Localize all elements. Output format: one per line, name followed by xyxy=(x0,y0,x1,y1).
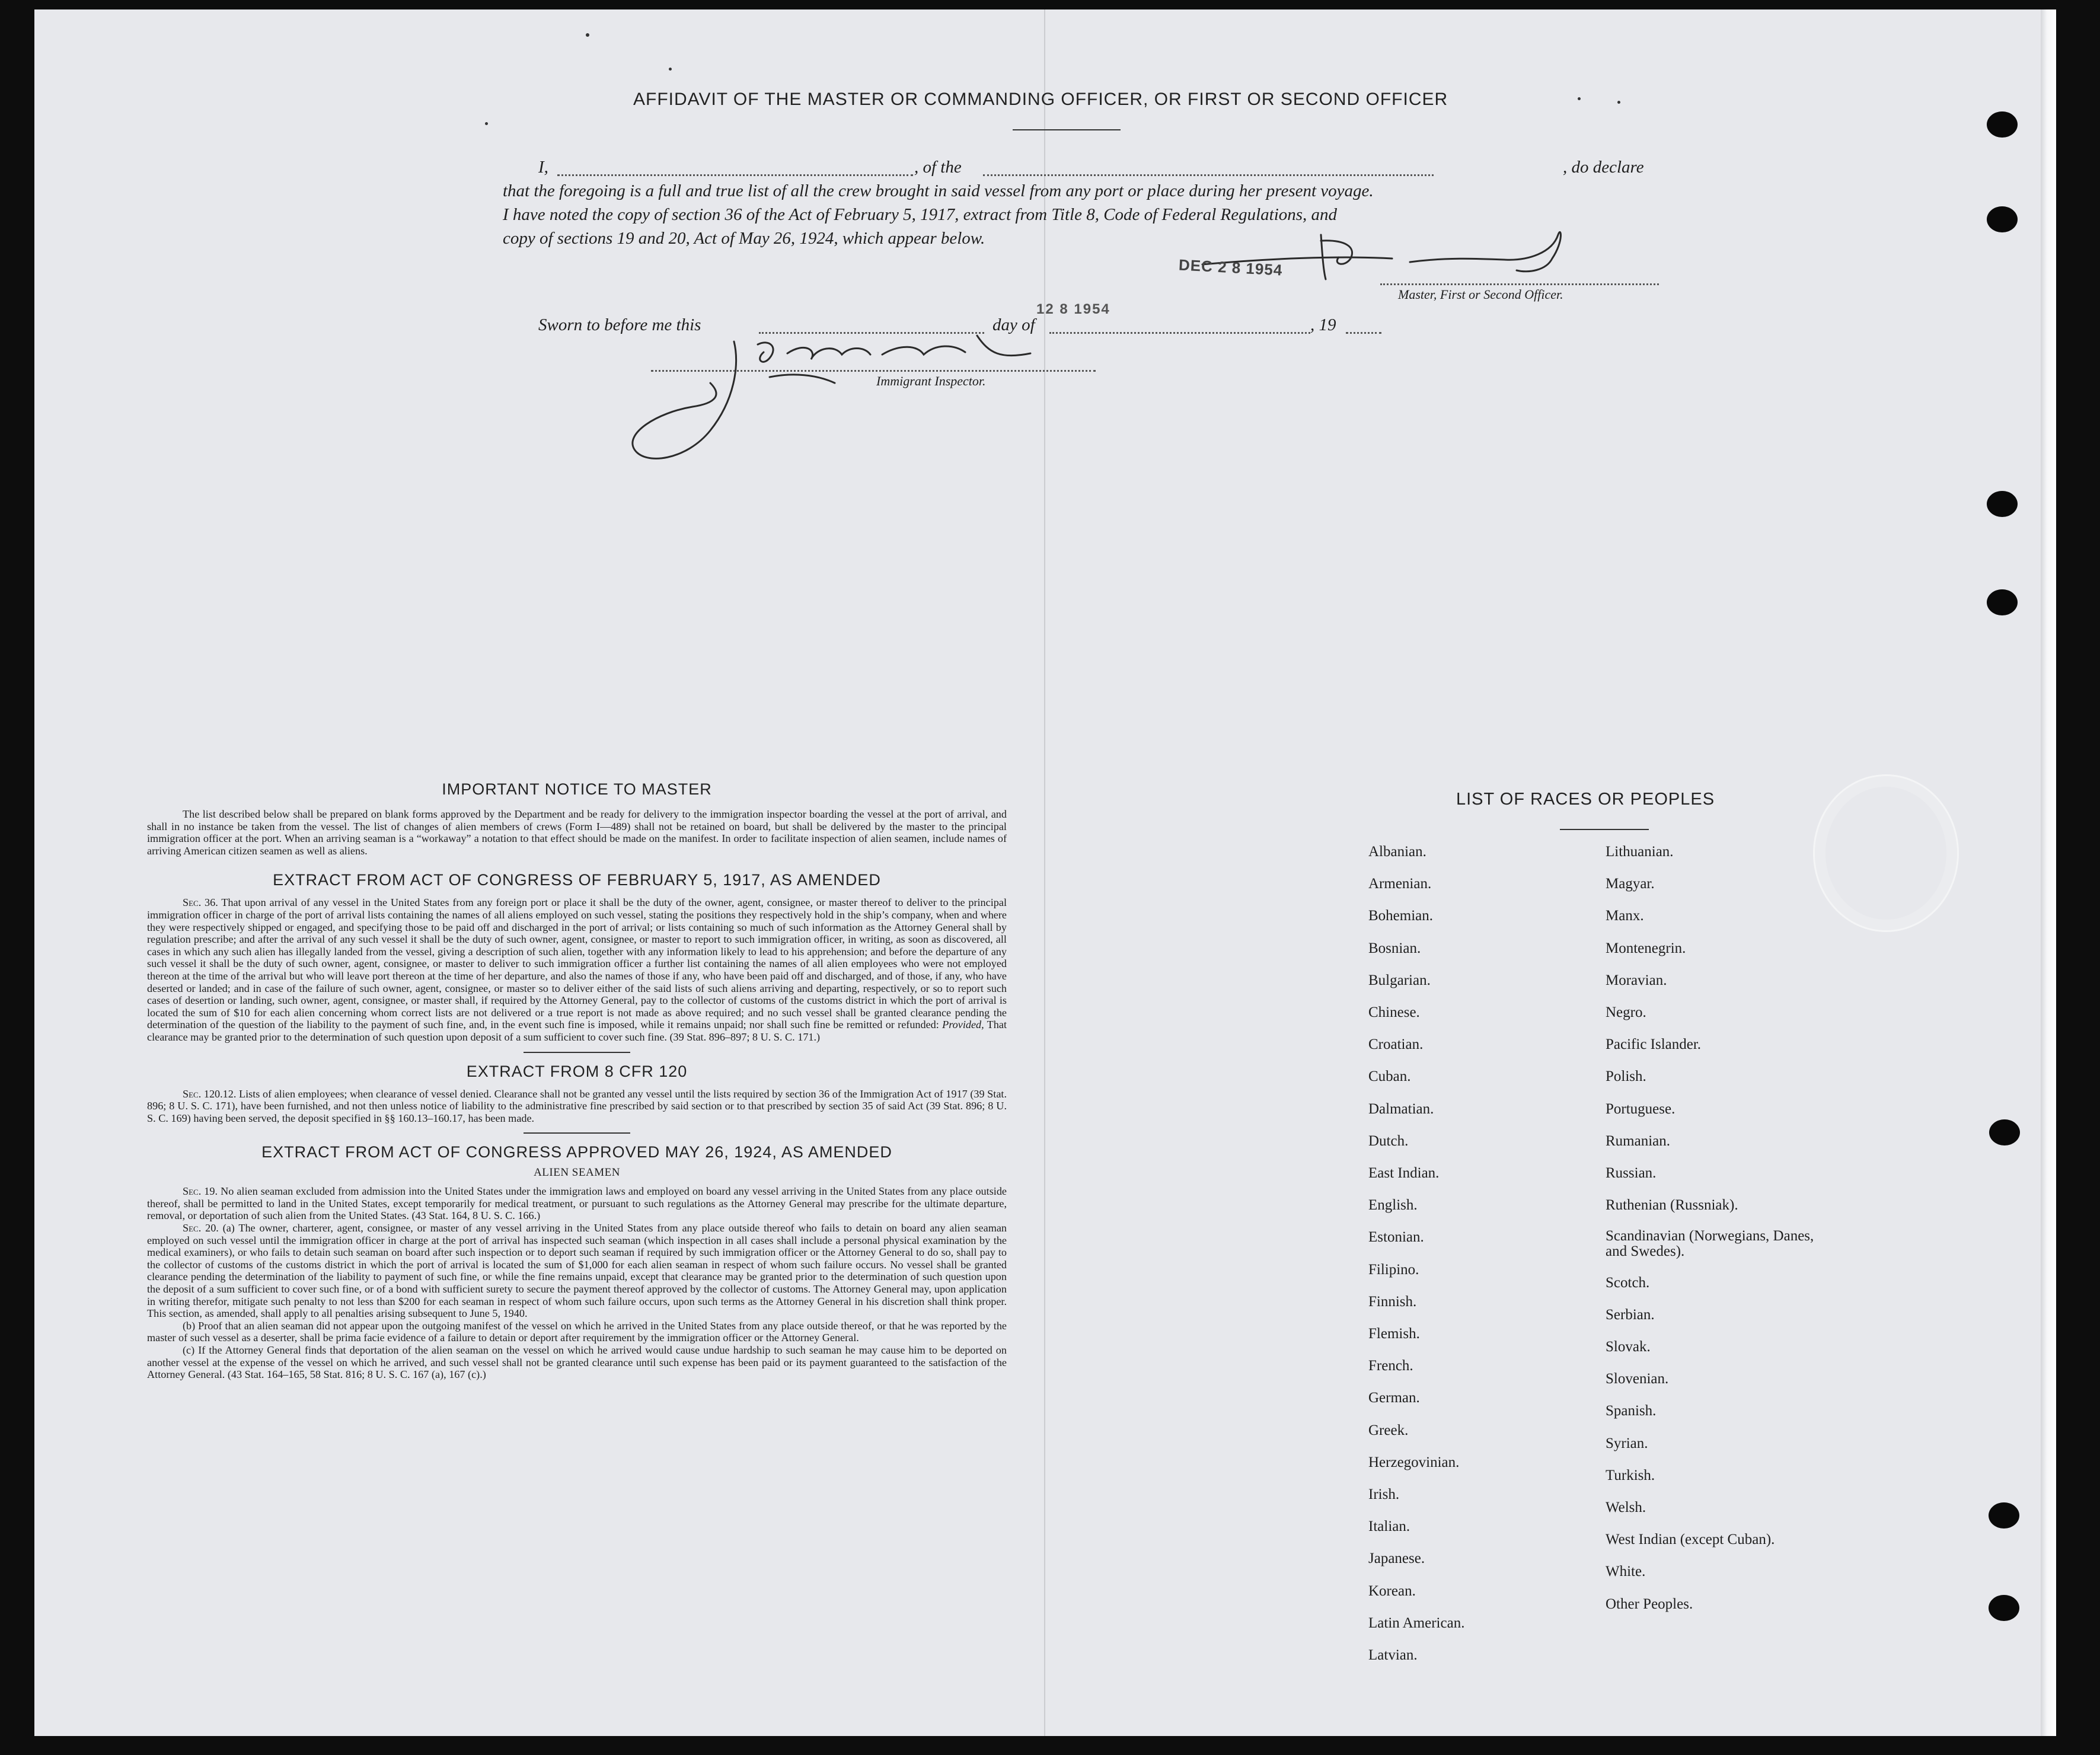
binder-hole xyxy=(1987,206,2018,232)
master-caption: Master, First or Second Officer. xyxy=(1398,287,1563,302)
sec-120-text: Lists of alien employees; when clearance of vessel denied. Clearance shall not be granted any vessel until the lists required by section 36 of the Immigration Act of 1917 (39 Stat. 896; 8 U. S. C. 171), have been furnished, and not then unless notice of liability to the administrative fine prescribed by said section or to that prescribed by section 35 of said Act (39 Stat. 896; 8 U. S. C. 169) having been served, the deposit specified in §§ 160.13–160.17, has been made. xyxy=(147,1087,1007,1124)
races-column-1 xyxy=(1368,843,1594,1685)
cfr-title: EXTRACT FROM 8 CFR 120 xyxy=(466,1062,688,1080)
race-item: Bosnian. xyxy=(1368,940,1421,956)
races-column-2 xyxy=(1606,843,1914,1685)
sec-36-text: That upon arrival of any vessel in the United States from any foreign port or place it shall be the duty of the owner, agent, consignee, or master thereof to deliver to the principal immigration officer in charge of the port of arrival lists containing the names of all aliens employed on such vessel, stating the positions they respectively hold in the ship’s company, when and where they were respectively shipped or engaged, and specifying those to be paid off and discharged in the port of arrival; or lists containing so much of such information as the Attorney General shall by regulation prescribe; and after the arrival of any such vessel it shall be the duty of such owner, agent, consignee, or master to report to such immigration officer, in writing, as soon as discovered, all cases in which any such alien has illegally landed from the vessel, giving a description of such alien, together with any information likely to lead to his apprehension; and before the departure of any such vessel it shall be the duty of such owner, agent, consignee, or master to deliver to such immigration officer a further list containing the names of all alien employees who were not employed thereon at the time of the arrival but who will leave port thereon at the time of her departure, and also the names of those if any, who have been paid off and discharged, and of those, if any, who have deserted or landed; and in case of the failure of such owner, agent, consignee, or master so to deliver either of the said lists of such aliens arriving and departing, respectively, or so to report such cases of desertion or landing, such owner, agent, consignee, or master shall, if required by the Attorney General, pay to the collector of customs of the customs district in which the port of arrival is located the sum of $10 for each alien concerning whom correct lists are not delivered or a true report is not made as above required; and no such vessel shall be granted clearance pending the determination of the question of the liability to the payment of such fine, and, in the event such fine is imposed, while it remains unpaid; nor shall such fine be remitted or refunded: xyxy=(147,896,1007,1031)
race-item: Estonian. xyxy=(1368,1229,1424,1246)
inspector-signature xyxy=(621,318,1072,472)
race-item: Lithuanian. xyxy=(1606,844,1674,860)
page-edge xyxy=(2041,9,2056,1736)
race-item: Welsh. xyxy=(1606,1499,1646,1515)
affidavit-line-1 xyxy=(503,155,1665,179)
race-item: Latvian. xyxy=(1368,1647,1418,1663)
sworn-year-blank xyxy=(1346,332,1381,334)
divider-rule xyxy=(524,1052,630,1053)
affidavit-i-label: I, xyxy=(538,158,548,177)
vessel-blank xyxy=(983,174,1434,176)
provided-label: Provided, xyxy=(942,1019,984,1031)
sec-20a-text: (a) The owner, charterer, agent, consignee, or master of any vessel arriving in the United States from any place outside thereof who fails to detain on board any alien seaman employed on such vessel until the immigration officer in charge at the port of arrival has inspected such seaman (which inspection in all cases shall include a personal physical examination by the medical examiners), or who fails to detain such seaman on board after such inspection or to deport such seaman if required by such immigration officer or the Attorney General to do so, shall pay to the collector of customs of the customs district in which the port of arrival is located the sum of $1,000 for each alien seaman in respect of whom such failure occurs. No vessel shall be granted clearance pending the determination of the liability to payment of such fine, or while the fine remains unpaid, except that clearance may be granted prior to the determination of such question upon the deposit of a sum sufficient to cover such fine, or of a bond with sufficient surety to secure the payment thereof approved by the collector of customs. The Attorney General may, upon application in writing therefor, mitigate such penalty to not less than $200 for each seaman in respect of whom such failure occurs, upon such terms as the Attorney General in his discretion shall think proper. This section, as amended, shall apply to all penalties arising subsequent to June 5, 1940. xyxy=(147,1222,1007,1320)
sworn-month-blank xyxy=(1049,332,1310,334)
race-item: Slovenian. xyxy=(1606,1371,1669,1387)
race-item: Scotch. xyxy=(1606,1274,1650,1291)
affidavit-line-4: copy of sections 19 and 20, Act of May 26, 1924, which appear below. xyxy=(503,229,985,248)
inspector-signature-line xyxy=(651,370,1096,372)
race-item: White. xyxy=(1606,1563,1646,1580)
embossed-seal xyxy=(1813,774,1959,932)
race-item: Syrian. xyxy=(1606,1435,1648,1451)
race-item: Chinese. xyxy=(1368,1004,1420,1020)
affidavit-line-2: that the foregoing is a full and true list of all the crew brought in said vessel from any port or place during her present voyage. xyxy=(503,181,1374,200)
inspector-caption: Immigrant Inspector. xyxy=(876,374,986,388)
document-page xyxy=(34,9,2056,1736)
race-item: Spanish. xyxy=(1606,1403,1657,1419)
race-item: Bulgarian. xyxy=(1368,972,1431,988)
race-item: French. xyxy=(1368,1358,1413,1374)
race-item: Filipino. xyxy=(1368,1261,1419,1278)
sworn-prefix: Sworn to before me this xyxy=(538,315,701,334)
sec-20a-body xyxy=(147,1222,1007,1320)
race-item: Korean. xyxy=(1368,1582,1416,1599)
received-date-stamp: DEC 2 8 1954 xyxy=(1178,256,1284,279)
race-item: Bohemian. xyxy=(1368,908,1434,924)
race-item: Pacific Islander. xyxy=(1606,1036,1702,1053)
race-item: German. xyxy=(1368,1390,1420,1406)
race-item: Cuban. xyxy=(1368,1068,1411,1085)
affidavit-line-3: I have noted the copy of section 36 of the Act of February 5, 1917, extract from Title 8, Code of Federal Regulations, and xyxy=(503,205,1338,224)
master-signature-line xyxy=(1380,283,1659,285)
center-fold xyxy=(1044,9,1045,1736)
sworn-day-of: day of xyxy=(992,315,1035,334)
binder-hole xyxy=(1987,589,2018,615)
races-title: LIST OF RACES OR PEOPLES xyxy=(1456,790,1715,809)
sec-20b-body: (b) Proof that an alien seaman did not appear upon the outgoing manifest of the vessel on which he arrived in the United States from any place outside thereof, or that he was reported by the master of such vessel as a deserter, shall be prima facie evidence of a failure to detain or deport after requirement by the immigration officer or the Attorney General. xyxy=(147,1319,1007,1344)
notice-body: The list described below shall be prepared on blank forms approved by the Department and be ready for delivery to the immigration inspector boarding the vessel at the port of arrival, and shall in no instance be taken from the vessel. The list of changes of alien members of crews (Form I—489) shall not be retained on board, but shall be delivered by the master to the principal immigration officer at the port. When an arriving seaman is a “workaway” a notation to that effect should be made on the manifest. In order to facilitate inspection of alien seamen, include names of arriving American citizen seamen as well as aliens. xyxy=(147,808,1007,857)
affidavit-of-the-label: , of the xyxy=(914,158,962,177)
left-column xyxy=(147,780,1007,1381)
race-item: Moravian. xyxy=(1606,972,1667,988)
binder-hole xyxy=(1989,1119,2020,1145)
sec-20c-body: (c) If the Attorney General finds that deportation of the alien seaman on the vessel on which he arrived would cause undue hardship to such seaman he may cause him to be deported on another vessel at the expense of the vessel on which he arrived, and such vessel shall not be granted clearance until such expense has been paid or its payment guaranteed to the satisfaction of the Attorney General. (43 Stat. 164–165, 58 Stat. 816; 8 U. S. C. 167 (a), 167 (c).) xyxy=(147,1344,1007,1381)
notice-title: IMPORTANT NOTICE TO MASTER xyxy=(442,780,712,798)
race-item: Croatian. xyxy=(1368,1036,1424,1053)
race-item: Italian. xyxy=(1368,1518,1410,1535)
binder-hole xyxy=(1989,1502,2019,1529)
sworn-date-stamp: 12 8 1954 xyxy=(1036,301,1110,317)
alien-seamen-subtitle: ALIEN SEAMEN xyxy=(534,1166,620,1179)
race-item: Finnish. xyxy=(1368,1293,1417,1310)
race-item: English. xyxy=(1368,1197,1418,1214)
race-item: Slovak. xyxy=(1606,1339,1651,1355)
race-item: Japanese. xyxy=(1368,1550,1425,1567)
race-item: Armenian. xyxy=(1368,876,1432,892)
sec-36-label: Sec. 36. xyxy=(183,896,218,909)
race-item: East Indian. xyxy=(1368,1165,1440,1181)
binder-hole xyxy=(1987,111,2018,138)
race-item: Dalmatian. xyxy=(1368,1100,1434,1117)
sec-19-label: Sec. 19. xyxy=(183,1185,218,1198)
race-item: Herzegovinian. xyxy=(1368,1454,1460,1470)
race-item: Polish. xyxy=(1606,1068,1646,1085)
cfr-body xyxy=(147,1088,1007,1125)
speck xyxy=(586,33,589,37)
sec-120-label: Sec. 120.12. xyxy=(183,1087,237,1100)
binder-hole xyxy=(1989,1595,2019,1621)
sec-20-label: Sec. 20. xyxy=(183,1222,219,1234)
affidavit-declare-label: , do declare xyxy=(1563,158,1644,177)
race-item: Portuguese. xyxy=(1606,1100,1675,1117)
extract-1917-title: EXTRACT FROM ACT OF CONGRESS OF FEBRUARY 5, 1917, AS AMENDED xyxy=(273,871,881,889)
affidavit-title: AFFIDAVIT OF THE MASTER OR COMMANDING OFFICER, OR FIRST OR SECOND OFFICER xyxy=(633,90,1448,109)
sec-36-tail: That clearance may be granted prior to the determination of such question upon deposit of a sum sufficient to cover such fine. (39 Stat. 896–897; 8 U. S. C. 171.) xyxy=(147,1019,1007,1043)
sec-19-text: No alien seaman excluded from admission into the United States under the immigration laws and employed on board any vessel arriving in the United States from any place outside thereof, shall be permitted to land in the United States, except temporarily for medical treatment, or pursuant to such regulations as the Attorney General may prescribe for the ultimate departure, removal, or deportation of such alien from the United States. (43 Stat. 164, 8 U. S. C. 166.) xyxy=(147,1185,1007,1222)
race-item: Negro. xyxy=(1606,1004,1646,1020)
name-blank xyxy=(557,174,913,176)
race-item: Latin American. xyxy=(1368,1614,1465,1631)
race-item: Dutch. xyxy=(1368,1132,1409,1149)
races-title-rule xyxy=(1560,829,1649,830)
race-item: Rumanian. xyxy=(1606,1132,1671,1149)
speck xyxy=(1578,97,1581,100)
race-item: Irish. xyxy=(1368,1486,1400,1502)
speck xyxy=(669,68,672,71)
race-item: Flemish. xyxy=(1368,1326,1420,1342)
title-rule xyxy=(1013,129,1121,130)
binder-hole xyxy=(1987,491,2018,517)
sec-19-body xyxy=(147,1185,1007,1222)
divider-rule xyxy=(524,1132,630,1134)
race-item: Montenegrin. xyxy=(1606,940,1686,956)
speck xyxy=(485,122,488,125)
race-item: Serbian. xyxy=(1606,1306,1655,1323)
race-item: Ruthenian (Russniak). xyxy=(1606,1197,1738,1214)
race-item: Magyar. xyxy=(1606,876,1655,892)
extract-1917-body xyxy=(147,896,1007,1043)
race-item: Turkish. xyxy=(1606,1467,1655,1483)
race-item: West Indian (except Cuban). xyxy=(1606,1531,1775,1548)
race-item: Scandinavian (Norwegians, Danes, and Swedes). xyxy=(1606,1228,1814,1260)
sworn-year: , 19 xyxy=(1310,315,1336,334)
race-item: Greek. xyxy=(1368,1422,1409,1438)
race-item: Albanian. xyxy=(1368,844,1426,860)
race-item: Manx. xyxy=(1606,908,1644,924)
speck xyxy=(1617,101,1620,104)
extract-1924-title: EXTRACT FROM ACT OF CONGRESS APPROVED MAY 26, 1924, AS AMENDED xyxy=(261,1143,892,1162)
race-item: Russian. xyxy=(1606,1165,1657,1181)
race-item: Other Peoples. xyxy=(1606,1596,1693,1612)
